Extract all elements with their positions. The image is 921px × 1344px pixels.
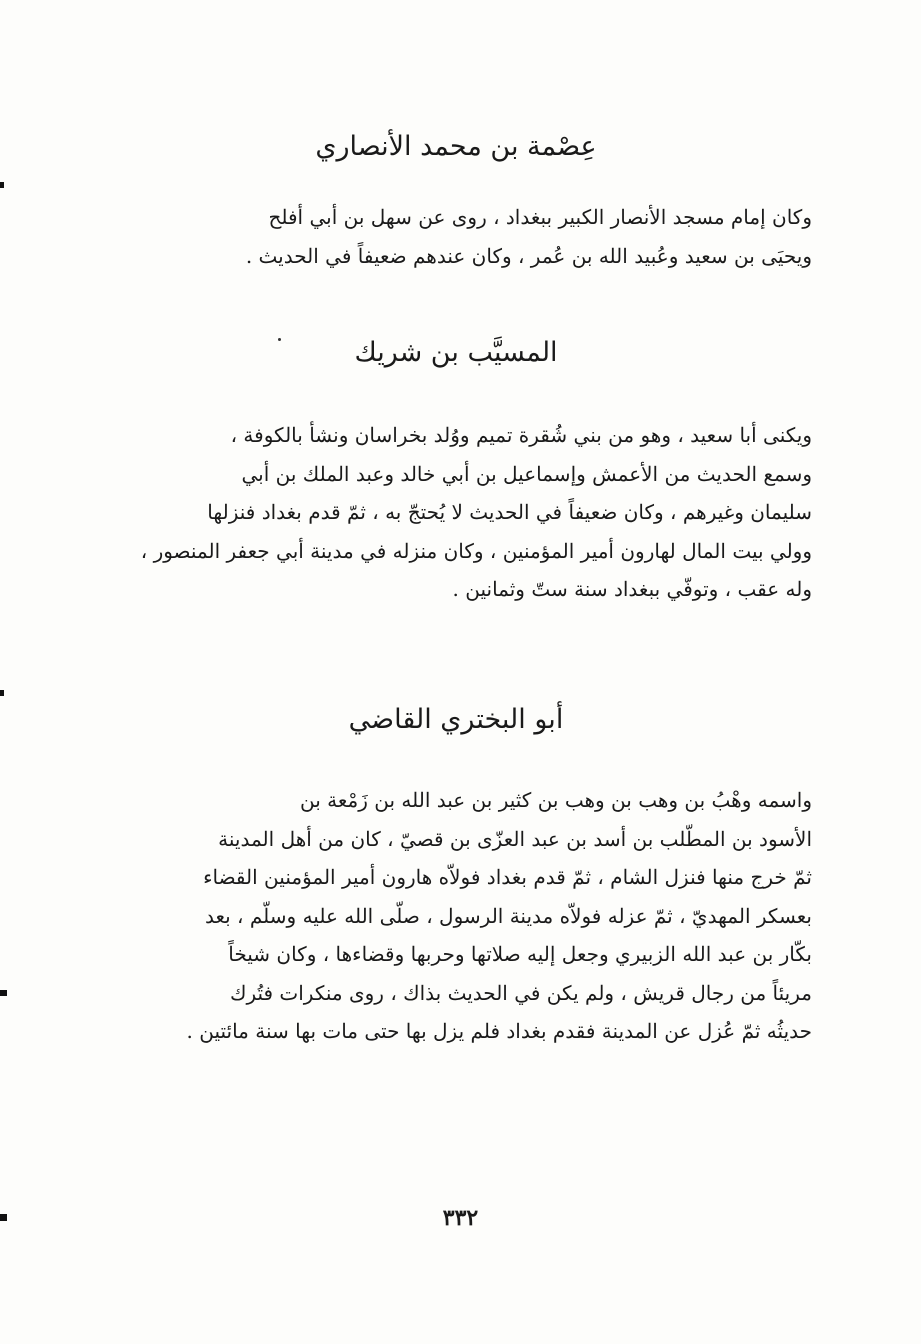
text-line: ويكنى أبا سعيد ، وهو من بني شُقرة تميم ووُلد بخراسان ونشأ بالكوفة ،: [230, 423, 812, 447]
text-line: واسمه وهْبُ بن وهب بن وهب بن كثير بن عبد الله بن زَمْعة بن: [299, 788, 812, 812]
text-line: وله عقب ، وتوفّي ببغداد سنة ستّ وثمانين .: [452, 577, 812, 601]
text-line: ويحيَى بن سعيد وعُبيد الله بن عُمر ، وكان عندهم ضعيفاً في الحديث .: [245, 243, 812, 268]
section-3-paragraph: [100, 781, 812, 1051]
text-line: سليمان وغيرهم ، وكان ضعيفاً في الحديث لا يُحتجّ به ، ثمّ قدم بغداد فنزلها: [207, 500, 812, 524]
section-2-paragraph: [100, 416, 812, 609]
section-heading: عِصْمة بن محمد الأنصاري: [315, 131, 597, 162]
text-line: بعسكر المهديّ ، ثمّ عزله فولاّه مدينة الرسول ، صلّى الله عليه وسلّم ، بعد: [204, 903, 812, 928]
text-line: وسمع الحديث من الأعمش وإسماعيل بن أبي خالد وعبد الملك بن أبي: [241, 461, 812, 486]
scan-edge-mark: [0, 990, 7, 996]
scan-edge-mark: [0, 690, 4, 696]
section-1-heading-wrap: [100, 127, 812, 167]
section-2-heading-wrap: [100, 333, 812, 373]
text-line: وكان إمام مسجد الأنصار الكبير ببغداد ، روى عن سهل بن أبي أفلح: [268, 205, 812, 229]
section-3-heading-wrap: [100, 700, 812, 740]
text-line: حديثُه ثمّ عُزل عن المدينة فقدم بغداد فلم يزل بها حتى مات بها سنة مائتين .: [186, 1019, 812, 1043]
section-1-paragraph: [100, 198, 812, 275]
text-line: ثمّ خرج منها فنزل الشام ، ثمّ قدم بغداد فولاّه هارون أمير المؤمنين القضاء: [203, 865, 812, 889]
text-line: وولي بيت المال لهارون أمير المؤمنين ، وكان منزله في مدينة أبي جعفر المنصور ،: [140, 538, 812, 563]
section-heading: المسيَّب بن شريك: [354, 337, 558, 368]
section-heading: أبو البختري القاضي: [348, 704, 564, 735]
scan-edge-mark: [0, 182, 4, 188]
text-line: مريئاً من رجال قريش ، ولم يكن في الحديث بذاك ، روى منكرات فتُرك: [229, 980, 812, 1005]
text-line: الأسود بن المطّلب بن أسد بن عبد العزّى بن قصيّ ، كان من أهل المدينة: [218, 826, 812, 851]
text-line: بكّار بن عبد الله الزبيري وجعل إليه صلاتها وحربها وقضاءها ، وكان شيخاً: [228, 942, 812, 966]
page-number: ٣٣٢: [442, 1205, 479, 1231]
